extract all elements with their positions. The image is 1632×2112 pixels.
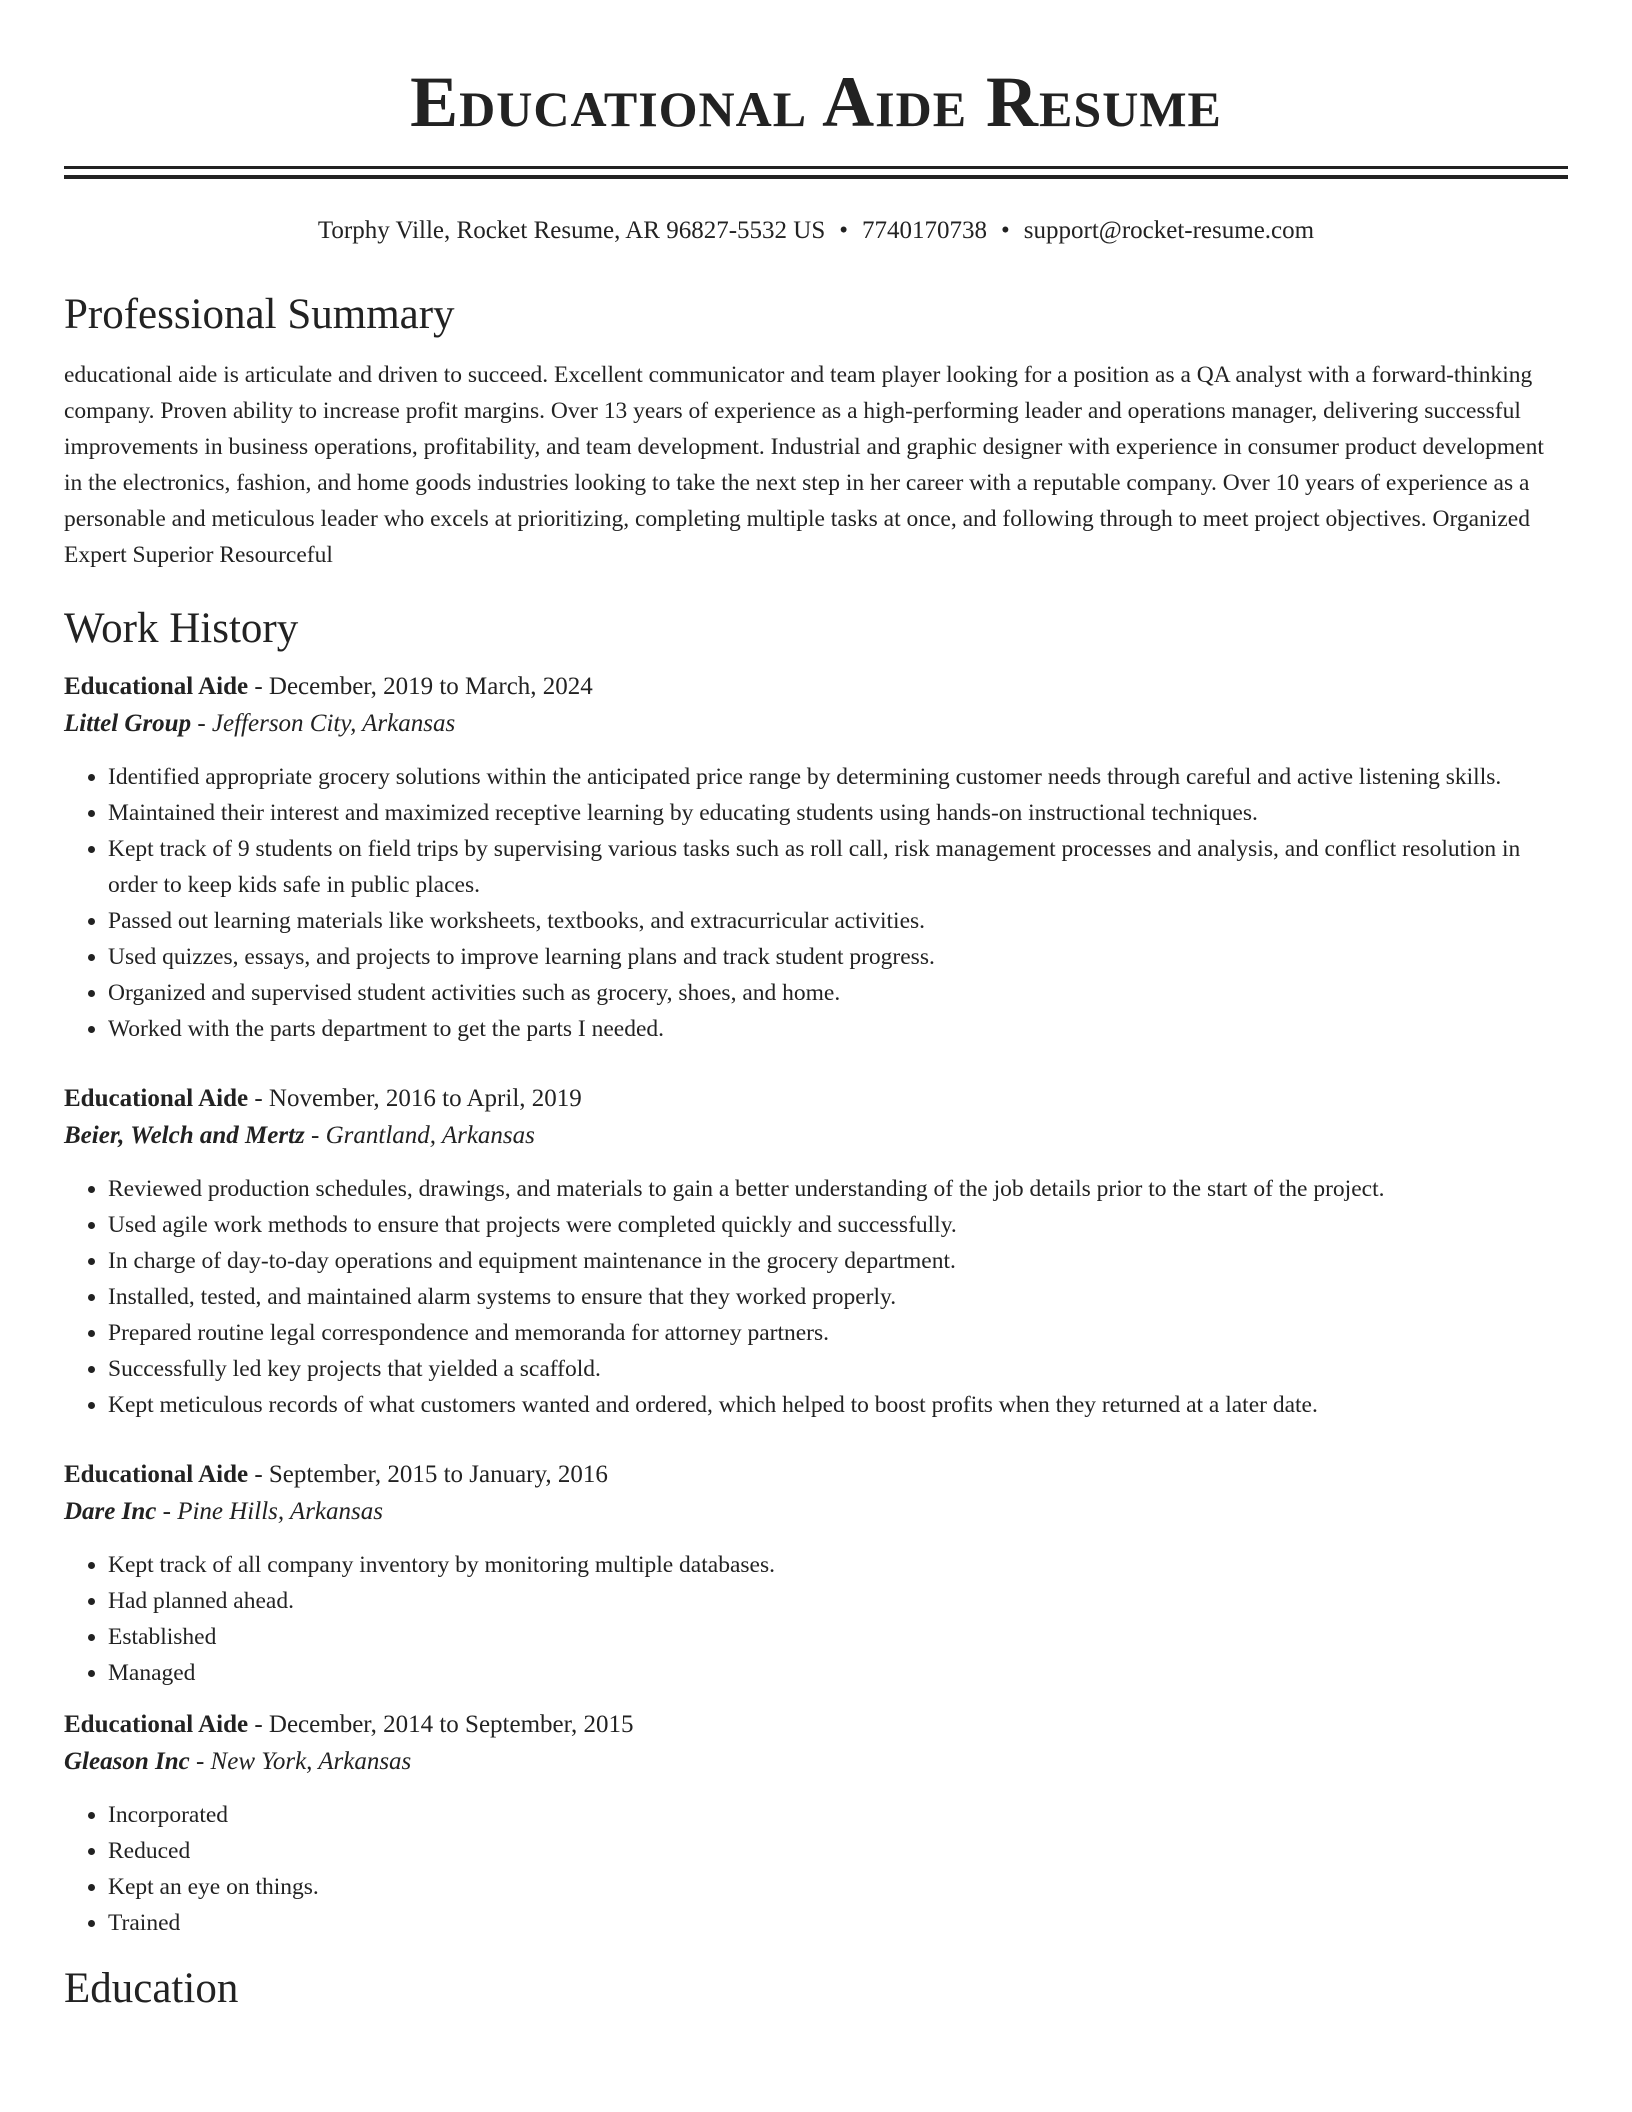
job-dates: December, 2019 to March, 2024: [268, 673, 593, 700]
job-bullet-list: [64, 1171, 1568, 1423]
job-bullet: • Passed out learning materials like worksheets, textbooks, and extracurricular activities.: [108, 903, 1568, 939]
job-header: [64, 669, 1568, 705]
resume-title: Educational Aide Resume: [410, 62, 1222, 142]
title-divider-bottom: [64, 175, 1568, 179]
job-title: Educational Aide: [64, 1085, 249, 1112]
summary-text: educational aide is articulate and driven to succeed. Excellent communicator and team player looking for a position as a QA analyst with a forward-thinking company. Proven ability to increase profit margins. Over 13 years of experience as a high-performing leader and operations manager, delivering successful improvements in business operations, profitability, and team development. Industrial and graphic designer with experience in consumer product development in the electronics, fashion, and home goods industries looking to take the next step in her career with a reputable company. Over 10 years of experience as a personable and meticulous leader who excels at prioritizing, completing multiple tasks at once, and following through to meet project objectives. Organized Expert Superior Resourceful: [64, 362, 1544, 568]
job-employer: [64, 1493, 1568, 1531]
job-bullet: • Kept meticulous records of what customers wanted and ordered, which helped to boost profits when they returned at a later date.: [108, 1387, 1568, 1423]
job-bullet: • Trained: [108, 1905, 1568, 1941]
job-bullet: • In charge of day-to-day operations and equipment maintenance in the grocery department.: [108, 1243, 1568, 1279]
contact-separator: •: [1001, 217, 1010, 244]
job-title: Educational Aide: [64, 673, 249, 700]
job-dates: December, 2014 to September, 2015: [268, 1711, 634, 1738]
job-bullet: • Kept track of all company inventory by monitoring multiple databases.: [108, 1547, 1568, 1583]
job-header: [64, 1081, 1568, 1117]
job-dash: -: [189, 1748, 211, 1775]
job-company: Beier, Welch and Mertz: [64, 1122, 305, 1149]
job-employer: [64, 1743, 1568, 1781]
job-bullet-list: [64, 759, 1568, 1047]
job-company: Dare Inc: [64, 1498, 157, 1525]
job-bullet: • Reviewed production schedules, drawings, and materials to gain a better understanding of the job details prior to the start of the project.: [108, 1171, 1568, 1207]
contact-separator: •: [839, 217, 849, 244]
job-bullet-list: [64, 1797, 1568, 1941]
contact-email: support@rocket-resume.com: [1023, 217, 1315, 244]
job-location: Jefferson City, Arkansas: [211, 710, 456, 737]
job-bullet: • Successfully led key projects that yielded a scaffold.: [108, 1351, 1568, 1387]
job-bullet-list: [64, 1547, 1568, 1691]
job-bullet: • Kept track of 9 students on field trips by supervising various tasks such as roll call, risk management processes and analysis, and conflict resolution in order to keep kids safe in public places.: [108, 831, 1568, 903]
job-bullet: • Incorporated: [108, 1797, 1568, 1833]
job-dash: -: [248, 1461, 269, 1488]
job-bullet: • Used agile work methods to ensure that projects were completed quickly and successfully.: [108, 1207, 1568, 1243]
job-dash: -: [248, 673, 269, 700]
job-dash: -: [156, 1498, 178, 1525]
job-company: Gleason Inc: [64, 1748, 190, 1775]
job-dash: -: [191, 710, 212, 737]
job-employer: [64, 705, 1568, 743]
job-entry: [64, 669, 1568, 1047]
job-bullet: • Had planned ahead.: [108, 1583, 1568, 1619]
job-entry: [64, 1707, 1568, 1941]
job-dates: September, 2015 to January, 2016: [268, 1461, 608, 1488]
job-location: Grantland, Arkansas: [325, 1122, 535, 1149]
job-location: New York, Arkansas: [210, 1748, 412, 1775]
job-bullet: • Prepared routine legal correspondence and memoranda for attorney partners.: [108, 1315, 1568, 1351]
job-bullet: • Kept an eye on things.: [108, 1869, 1568, 1905]
job-location: Pine Hills, Arkansas: [177, 1498, 383, 1525]
contact-phone: 7740170738: [862, 217, 988, 244]
job-header: [64, 1707, 1568, 1743]
job-dash: -: [248, 1711, 269, 1738]
job-bullet: • Reduced: [108, 1833, 1568, 1869]
job-company: Littel Group: [64, 710, 192, 737]
job-bullet: • Organized and supervised student activities such as grocery, shoes, and home.: [108, 975, 1568, 1011]
job-entry: [64, 1081, 1568, 1423]
job-title: Educational Aide: [64, 1461, 249, 1488]
job-bullet: • Installed, tested, and maintained alarm systems to ensure that they worked properly.: [108, 1279, 1568, 1315]
job-bullet: • Identified appropriate grocery solutions within the anticipated price range by determining customer needs through careful and active listening skills.: [108, 759, 1568, 795]
work-history-heading: Work History: [64, 605, 299, 652]
job-bullet: • Used quizzes, essays, and projects to improve learning plans and track student progress.: [108, 939, 1568, 975]
job-bullet: • Maintained their interest and maximized receptive learning by educating students using hands-on instructional techniques.: [108, 795, 1568, 831]
summary-heading: Professional Summary: [64, 291, 455, 338]
job-bullet: • Worked with the parts department to get the parts I needed.: [108, 1011, 1568, 1047]
education-heading: Education: [64, 1965, 239, 2012]
job-title: Educational Aide: [64, 1711, 249, 1738]
title-divider-top: [64, 166, 1568, 169]
contact-address: Torphy Ville, Rocket Resume, AR 96827-5532 US: [317, 217, 826, 244]
contact-line: [64, 215, 1568, 247]
job-dash: -: [248, 1085, 269, 1112]
job-entry: [64, 1457, 1568, 1691]
job-employer: [64, 1117, 1568, 1155]
job-dash: -: [304, 1122, 326, 1149]
job-bullet: • Established: [108, 1619, 1568, 1655]
job-dates: November, 2016 to April, 2019: [268, 1085, 582, 1112]
job-header: [64, 1457, 1568, 1493]
job-bullet: • Managed: [108, 1655, 1568, 1691]
